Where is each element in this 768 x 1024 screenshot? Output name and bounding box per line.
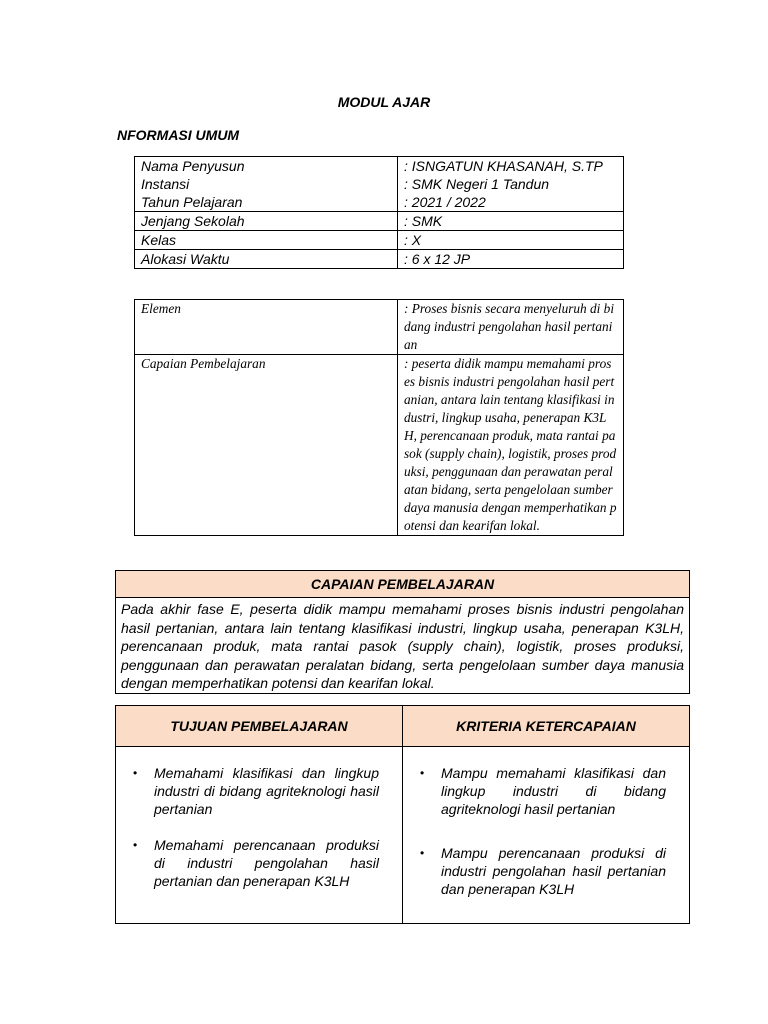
info-label: Jenjang Sekolah: [135, 212, 398, 231]
bullet-icon: •: [133, 766, 138, 780]
table-row: [116, 598, 690, 694]
element-label: Capaian Pembelajaran: [135, 355, 398, 536]
kriteria-list-cell: [403, 747, 690, 924]
element-value: : Proses bisnis secara menyeluruh di bidang industri pengolahan hasil pertanian: [398, 300, 624, 355]
table-row: [116, 747, 690, 924]
bullet-icon: •: [420, 846, 425, 860]
info-values-cell: [398, 157, 624, 212]
info-label: Tahun Pelajaran: [141, 194, 243, 210]
section-heading: NFORMASI UMUM: [117, 127, 240, 143]
tujuan-kriteria-table: [115, 705, 690, 924]
capaian-pembelajaran-box: [115, 570, 690, 694]
table-row: [135, 250, 624, 269]
element-value: : peserta didik mampu memahami proses bisnis industri pengolahan hasil pertanian, antara lain tentang klasifikasi industri, lingkup usaha, penerapan K3LH, perencanaan produk, mata rantai pasok (supply chain), logistik, proses produksi, penggunaan dan perawatan peralatan bidang, serta pengelolaan sumber daya manusia dengan memperhatikan potensi dan kearifan lokal.: [398, 355, 624, 536]
table-row: [116, 706, 690, 747]
element-label: Elemen: [135, 300, 398, 355]
info-value: : 6 x 12 JP: [398, 250, 624, 269]
kriteria-list: [409, 764, 683, 898]
info-label: Instansi: [141, 176, 190, 192]
table-row: [135, 355, 624, 536]
element-table: [134, 299, 624, 536]
list-item: [409, 764, 683, 818]
general-info-table: [134, 156, 624, 269]
table-row: [135, 157, 624, 212]
list-item: [122, 836, 396, 890]
tujuan-heading: TUJUAN PEMBELAJARAN: [116, 706, 403, 747]
info-value: : SMK: [398, 212, 624, 231]
bullet-icon: •: [133, 838, 138, 852]
table-row: [116, 571, 690, 598]
info-value: : SMK Negeri 1 Tandun: [404, 176, 550, 192]
capaian-heading: CAPAIAN PEMBELAJARAN: [116, 571, 690, 598]
kriteria-heading: KRITERIA KETERCAPAIAN: [403, 706, 690, 747]
tujuan-item-text: Memahami klasifikasi dan lingkup industri di bidang agriteknologi hasil pertanian: [154, 765, 379, 817]
list-item: [409, 844, 683, 898]
info-labels-cell: [135, 157, 398, 212]
info-label: Nama Penyusun: [141, 158, 245, 174]
bullet-icon: •: [420, 766, 425, 780]
capaian-text: Pada akhir fase E, peserta didik mampu memahami proses bisnis industri pengolahan hasil pertanian, antara lain tentang klasifikasi industri, lingkup usaha, penerapan K3LH, perencanaan produk, mata rantai pasok (supply chain), logistik, proses produksi, penggunaan dan perawatan peralatan bidang, serta pengelolaan sumber daya manusia dengan memperhatikan potensi dan kearifan lokal.: [116, 598, 690, 694]
document-title: MODUL AJAR: [337, 94, 431, 110]
tujuan-list: [122, 764, 396, 890]
tujuan-list-cell: [116, 747, 403, 924]
tujuan-item-text: Memahami perencanaan produksi di industri pengolahan hasil pertanian dan penerapan K3LH: [154, 837, 379, 889]
list-item: [122, 764, 396, 818]
table-row: [135, 212, 624, 231]
info-value: : 2021 / 2022: [404, 194, 486, 210]
table-row: [135, 231, 624, 250]
kriteria-item-text: Mampu memahami klasifikasi dan lingkup industri di bidang agriteknologi hasil pertanian: [441, 765, 666, 817]
kriteria-item-text: Mampu perencanaan produksi di industri pengolahan hasil pertanian dan penerapan K3LH: [441, 845, 666, 897]
info-label: Kelas: [135, 231, 398, 250]
info-value: : ISNGATUN KHASANAH, S.TP: [404, 158, 603, 174]
info-value: : X: [398, 231, 624, 250]
info-label: Alokasi Waktu: [135, 250, 398, 269]
table-row: [135, 300, 624, 355]
